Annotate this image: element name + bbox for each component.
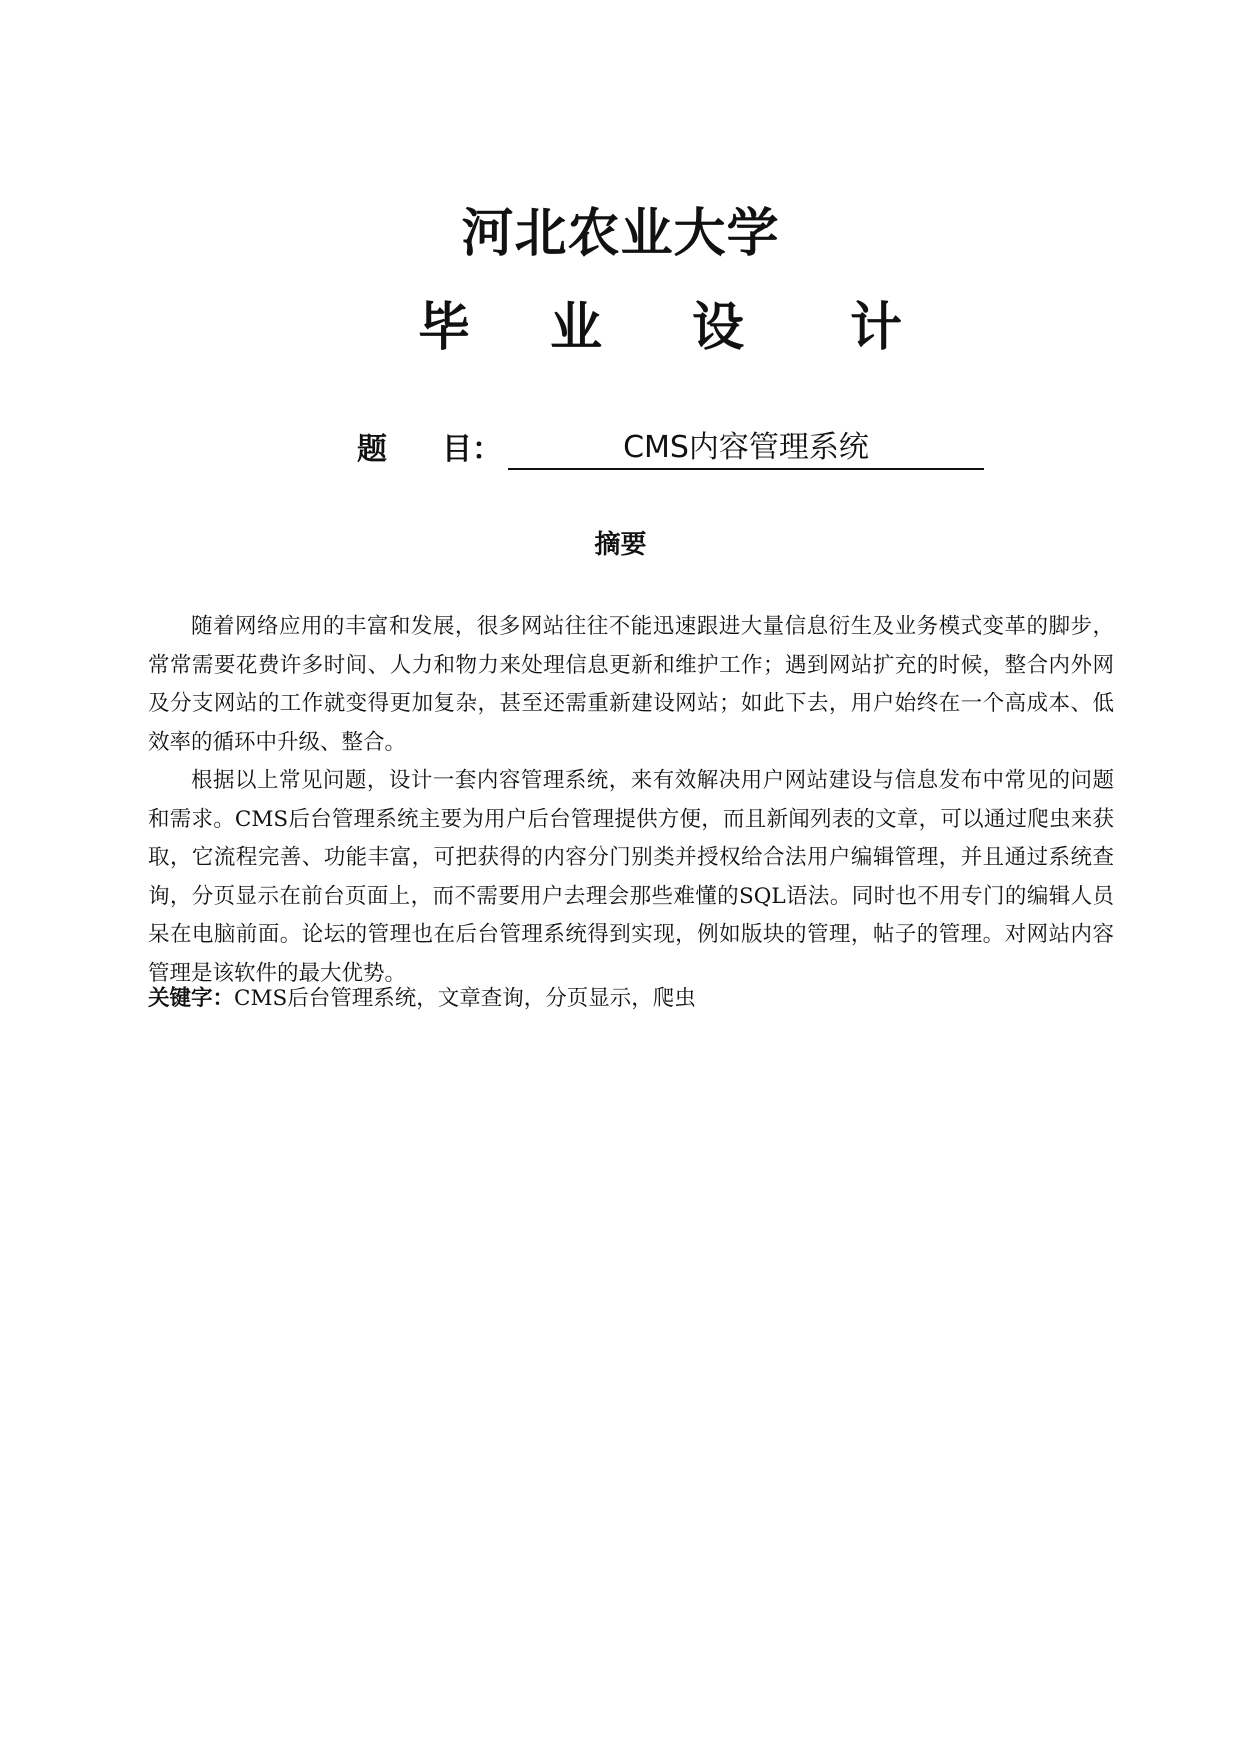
thesis-title-row — [0, 428, 1241, 472]
keywords-line — [148, 980, 1114, 1019]
thesis-type-char: 毕 — [418, 298, 471, 358]
thesis-type-char: 计 — [850, 298, 903, 358]
abstract-heading: 摘要 — [594, 530, 647, 560]
thesis-title-value: CMS内容管理系统 — [508, 428, 984, 470]
thesis-type-char: 设 — [692, 298, 745, 358]
thesis-type-char: 业 — [550, 298, 603, 358]
abstract-paragraph: 随着网络应用的丰富和发展，很多网站往往不能迅速跟进大量信息衍生及业务模式变革的脚步，常常需要花费许多时间、人力和物力来处理信息更新和维护工作；遇到网站扩充的时候，整合内外网及分支网站的工作就变得更加复杂，甚至还需重新建设网站；如此下去，用户始终在一个高成本、低效率的循环中升级、整合。 — [148, 614, 1114, 755]
thesis-type-heading — [410, 296, 930, 360]
title-label-char: 题 — [357, 432, 387, 467]
keywords-value: CMS后台管理系统，文章查询，分页显示，爬虫 — [234, 986, 696, 1011]
keywords-label: 关键字： — [148, 986, 235, 1011]
university-name: 河北农业大学 — [461, 204, 780, 264]
abstract-paragraph: 根据以上常见问题，设计一套内容管理系统，来有效解决用户网站建设与信息发布中常见的问题和需求。CMS后台管理系统主要为用户后台管理提供方便，而且新闻列表的文章，可以通过爬虫来获取，它流程完善、功能丰富，可把获得的内容分门别类并授权给合法用户编辑管理，并且通过系统查询，分页显示在前台页面上，而不需要用户去理会那些难懂的SQL语法。同时也不用专门的编辑人员呆在电脑前面。论坛的管理也在后台管理系统得到实现，例如版块的管理，帖子的管理。对网站内容管理是该软件的最大优势。 — [148, 768, 1114, 986]
abstract-body — [148, 608, 1114, 993]
title-label-char: 目： — [442, 432, 502, 467]
